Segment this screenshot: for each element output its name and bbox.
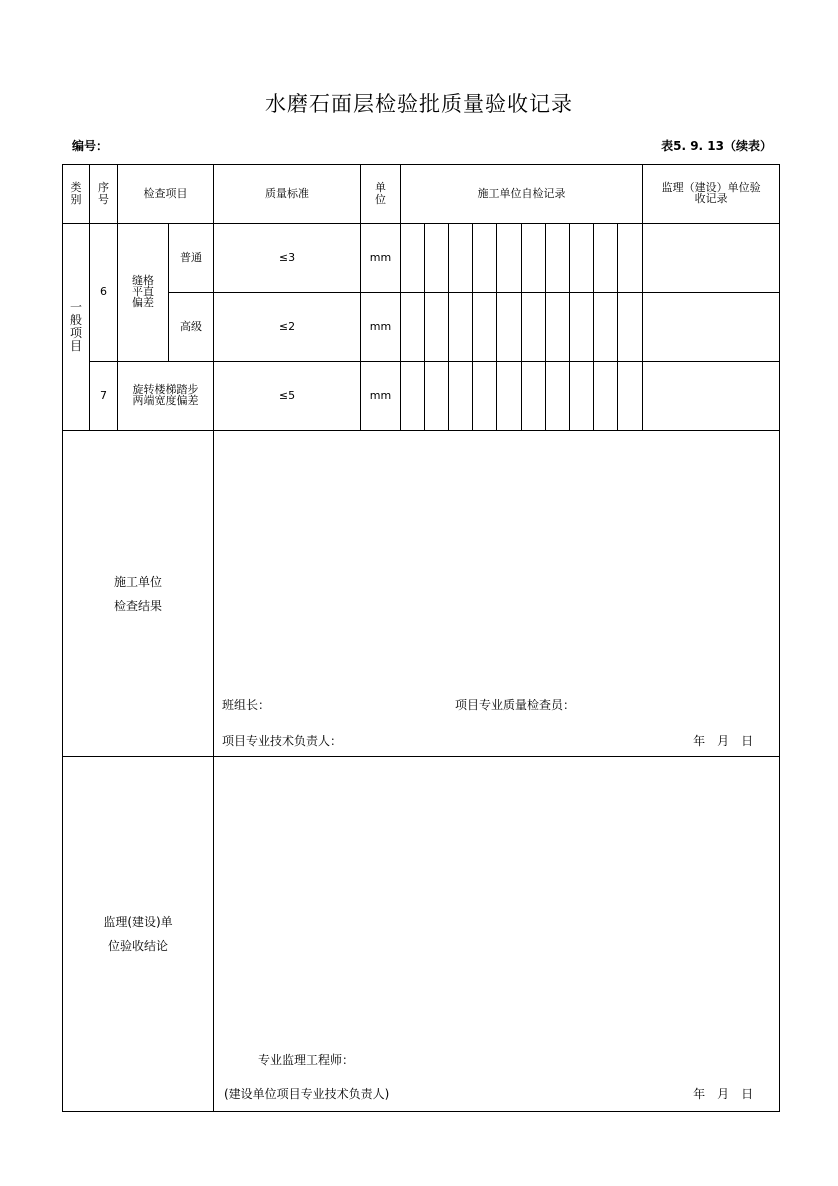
category-cell: 一般项目 — [63, 224, 90, 431]
construction-result-label-line2: 检查结果 — [113, 598, 162, 613]
record-cell[interactable] — [449, 362, 473, 431]
construction-result-area[interactable] — [214, 431, 780, 757]
record-cell[interactable] — [425, 293, 449, 362]
record-cell[interactable] — [497, 224, 522, 293]
record-cell[interactable] — [425, 362, 449, 431]
header-row — [63, 165, 780, 224]
record-cell[interactable] — [497, 362, 522, 431]
record-cell[interactable] — [522, 293, 546, 362]
header-category: 类别 — [63, 165, 90, 224]
record-cell[interactable] — [522, 224, 546, 293]
unit-cell: mm — [361, 362, 401, 431]
item-cell: 旋转楼梯踏步两端宽度偏差 — [118, 362, 214, 431]
inspection-form — [62, 164, 780, 1112]
record-cell[interactable] — [618, 362, 643, 431]
header-seq: 序号 — [90, 165, 118, 224]
construction-result-label-line1: 施工单位 — [113, 574, 162, 589]
record-cell[interactable] — [546, 293, 570, 362]
record-cell[interactable] — [449, 293, 473, 362]
supervision-conclusion-row — [63, 757, 780, 1112]
standard-cell: ≤5 — [214, 362, 361, 431]
construction-date: 年 月 日 — [693, 733, 754, 748]
supervision-date: 年 月 日 — [693, 1086, 754, 1101]
header-standard: 质量标准 — [214, 165, 361, 224]
item-cell: 缝格平直偏差 — [118, 224, 169, 362]
supervising-engineer-label: 专业监理工程师： — [258, 1052, 355, 1067]
record-cell[interactable] — [618, 293, 643, 362]
record-cell[interactable] — [401, 293, 425, 362]
supervision-conclusion-label — [63, 757, 214, 1112]
record-cell[interactable] — [618, 224, 643, 293]
record-cell[interactable] — [546, 362, 570, 431]
record-cell[interactable] — [473, 362, 497, 431]
standard-cell: ≤2 — [214, 293, 361, 362]
record-cell[interactable] — [570, 224, 594, 293]
table-ref: 表5. 9. 13（续表） — [661, 139, 772, 153]
sub-item-cell: 高级 — [169, 293, 214, 362]
sub-item-cell: 普通 — [169, 224, 214, 293]
table-row — [63, 362, 780, 431]
record-cell[interactable] — [401, 362, 425, 431]
supervisor-record-cell[interactable] — [643, 224, 780, 293]
record-cell[interactable] — [570, 293, 594, 362]
seq-cell: 6 — [90, 224, 118, 362]
supervision-conclusion-area[interactable] — [214, 757, 780, 1112]
record-cell[interactable] — [594, 362, 618, 431]
quality-inspector-label: 项目专业质量检查员： — [455, 697, 576, 712]
record-cell[interactable] — [425, 224, 449, 293]
code-label: 编号： — [72, 139, 109, 153]
page-title: 水磨石面层检验批质量验收记录 — [265, 92, 573, 116]
unit-cell: mm — [361, 293, 401, 362]
record-cell[interactable] — [497, 293, 522, 362]
record-cell[interactable] — [570, 362, 594, 431]
supervision-label-line1: 监理(建设)单 — [103, 915, 173, 929]
record-cell[interactable] — [546, 224, 570, 293]
supervisor-record-cell[interactable] — [643, 293, 780, 362]
seq-cell: 7 — [90, 362, 118, 431]
supervisor-record-cell[interactable] — [643, 362, 780, 431]
construction-result-label — [63, 431, 214, 757]
record-cell[interactable] — [449, 224, 473, 293]
header-unit: 单位 — [361, 165, 401, 224]
record-cell[interactable] — [594, 224, 618, 293]
tech-lead-label: 项目专业技术负责人： — [222, 733, 343, 748]
header-supervisor: 监理（建设）单位验收记录 — [643, 165, 780, 224]
team-leader-label: 班组长： — [222, 697, 271, 712]
owner-tech-lead-label: (建设单位项目专业技术负责人) — [224, 1086, 390, 1101]
standard-cell: ≤3 — [214, 224, 361, 293]
record-cell[interactable] — [473, 224, 497, 293]
record-cell[interactable] — [401, 224, 425, 293]
construction-result-row — [63, 431, 780, 757]
header-self-check: 施工单位自检记录 — [401, 165, 643, 224]
table-row — [63, 224, 780, 293]
record-cell[interactable] — [473, 293, 497, 362]
record-cell[interactable] — [594, 293, 618, 362]
record-cell[interactable] — [522, 362, 546, 431]
header-item: 检查项目 — [118, 165, 214, 224]
unit-cell: mm — [361, 224, 401, 293]
supervision-label-line2: 位验收结论 — [107, 939, 168, 953]
table-row — [63, 293, 780, 362]
